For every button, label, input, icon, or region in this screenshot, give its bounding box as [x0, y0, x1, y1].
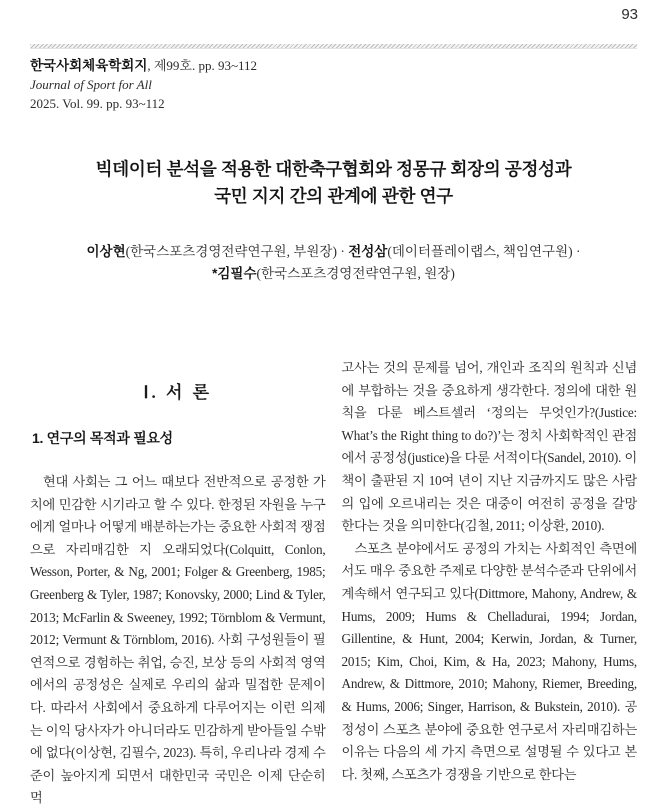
author-affiliation: (한국스포츠경영전략연구원, 원장): [256, 266, 455, 281]
author-affiliation: (한국스포츠경영전략연구원, 부원장): [125, 244, 337, 259]
subsection-heading-purpose: 1. 연구의 목적과 필요성: [32, 430, 173, 446]
author-affiliation: (데이터플레이랩스, 책임연구원): [387, 244, 573, 259]
header-divider-rule: [30, 44, 637, 49]
article-title-line-2: 국민 지지 간의 관계에 관한 연구: [214, 186, 453, 206]
body-paragraph-right-1: 고사는 것의 문제를 넘어, 개인과 조직의 원칙과 신념에 부합하는 것을 중요하게 생각한다. 정의에 대한 원칙을 다룬 베스트셀러 ‘정의는 무엇인가?(Justice: What’s the Right thing to do?)’는 정치 사회학적인 관점에서 공정성(justice)을 다룬 서적이다(Sandel, 2010). 이 책이 출판된 지 10여 년이 지난 지금까지도 많은 사람의 입에 오르내리는 것은 대중이 여전히 공정을 갈망한다는 것을 의미한다(김철, 2011; 이상환, 2010).: [341, 360, 637, 534]
author-name: 전성삼: [348, 244, 388, 259]
journal-meta: [30, 56, 257, 113]
left-column: [30, 355, 326, 810]
section-heading-intro: Ⅰ. 서 론: [143, 383, 213, 402]
page-number: 93: [621, 6, 638, 23]
author-name: *김필수: [212, 266, 257, 281]
journal-issue-info: , 제99호. pp. 93~112: [147, 58, 258, 73]
article-title: [30, 156, 637, 210]
two-column-body: [30, 355, 637, 810]
journal-name-english: Journal of Sport for All: [30, 77, 152, 92]
author-line-1: [30, 241, 637, 263]
journal-name-korean: 한국사회체육학회지: [30, 58, 148, 73]
author-line-2: [30, 263, 637, 285]
body-paragraph-left: 현대 사회는 그 어느 때보다 전반적으로 공정한 가치에 민감한 시기라고 할 수 있다. 한정된 자원을 누구에게 얼마나 어떻게 배분하는가는 중요한 사회적 쟁점으로 자리매김한 지 오래되었다(Colquitt, Conlon, Wesson, Porter, & Ng, 2001; Folger & Greenberg, 1985; Greenberg & Tyler, 1987; Konovsky, 2000; Lind & Tyler, 2013; McFarlin & Sweeney, 1992; Törnblom & Vermunt, 2012; Vermunt & Törnblom, 2016). 사회 구성원들이 필연적으로 경험하는 취업, 승진, 보상 등의 사회적 영역에서의 공정성은 실제로 우리의 삶과 밀접한 문제이다. 따라서 사회에서 중요하게 다루어지는 이런 의제는 이익 당사자가 아니더라도 민감하게 받아들일 수밖에 없다(이상현, 김필수, 2023). 특히, 우리나라 경제 수준이 높아지게 되면서 대한민국 국민은 이제 단순히 먹: [30, 474, 326, 806]
article-title-line-1: 빅데이터 분석을 적용한 대한축구협회와 정몽규 회장의 공정성과: [95, 159, 572, 179]
author-list: [30, 241, 637, 285]
journal-volume-info: 2025. Vol. 99. pp. 93~112: [30, 96, 165, 111]
body-paragraph-right-2: 스포츠 분야에서도 공정의 가치는 사회적인 측면에서도 매우 중요한 주제로 다양한 분석수준과 단위에서 계속해서 연구되고 있다(Dittmore, Mahony, Andrew, & Hums, 2009; Hums & Chelladurai, 1994; Jordan, Gillentine, & Hunt, 2004; Kerwin, Jordan, & Turner, 2015; Kim, Choi, Kim, & Ha, 2023; Mahony, Hums, Andrew, & Dittmore, 2010; Mahony, Riemer, Breeding, & Hums, 2006; Singer, Harrison, & Bukstein, 2010). 공정성이 스포츠 분야에 중요한 연구로서 자리매김하는 이유는 다음의 세 가지 측면으로 설명될 수 있다고 본다. 첫째, 스포츠가 경쟁을 기반으로 한다는: [341, 540, 637, 782]
author-name: 이상현: [86, 244, 126, 259]
author-separator: ·: [572, 244, 581, 259]
author-separator: ·: [336, 244, 349, 259]
right-column: [342, 355, 638, 810]
journal-issue-line: [30, 56, 257, 75]
